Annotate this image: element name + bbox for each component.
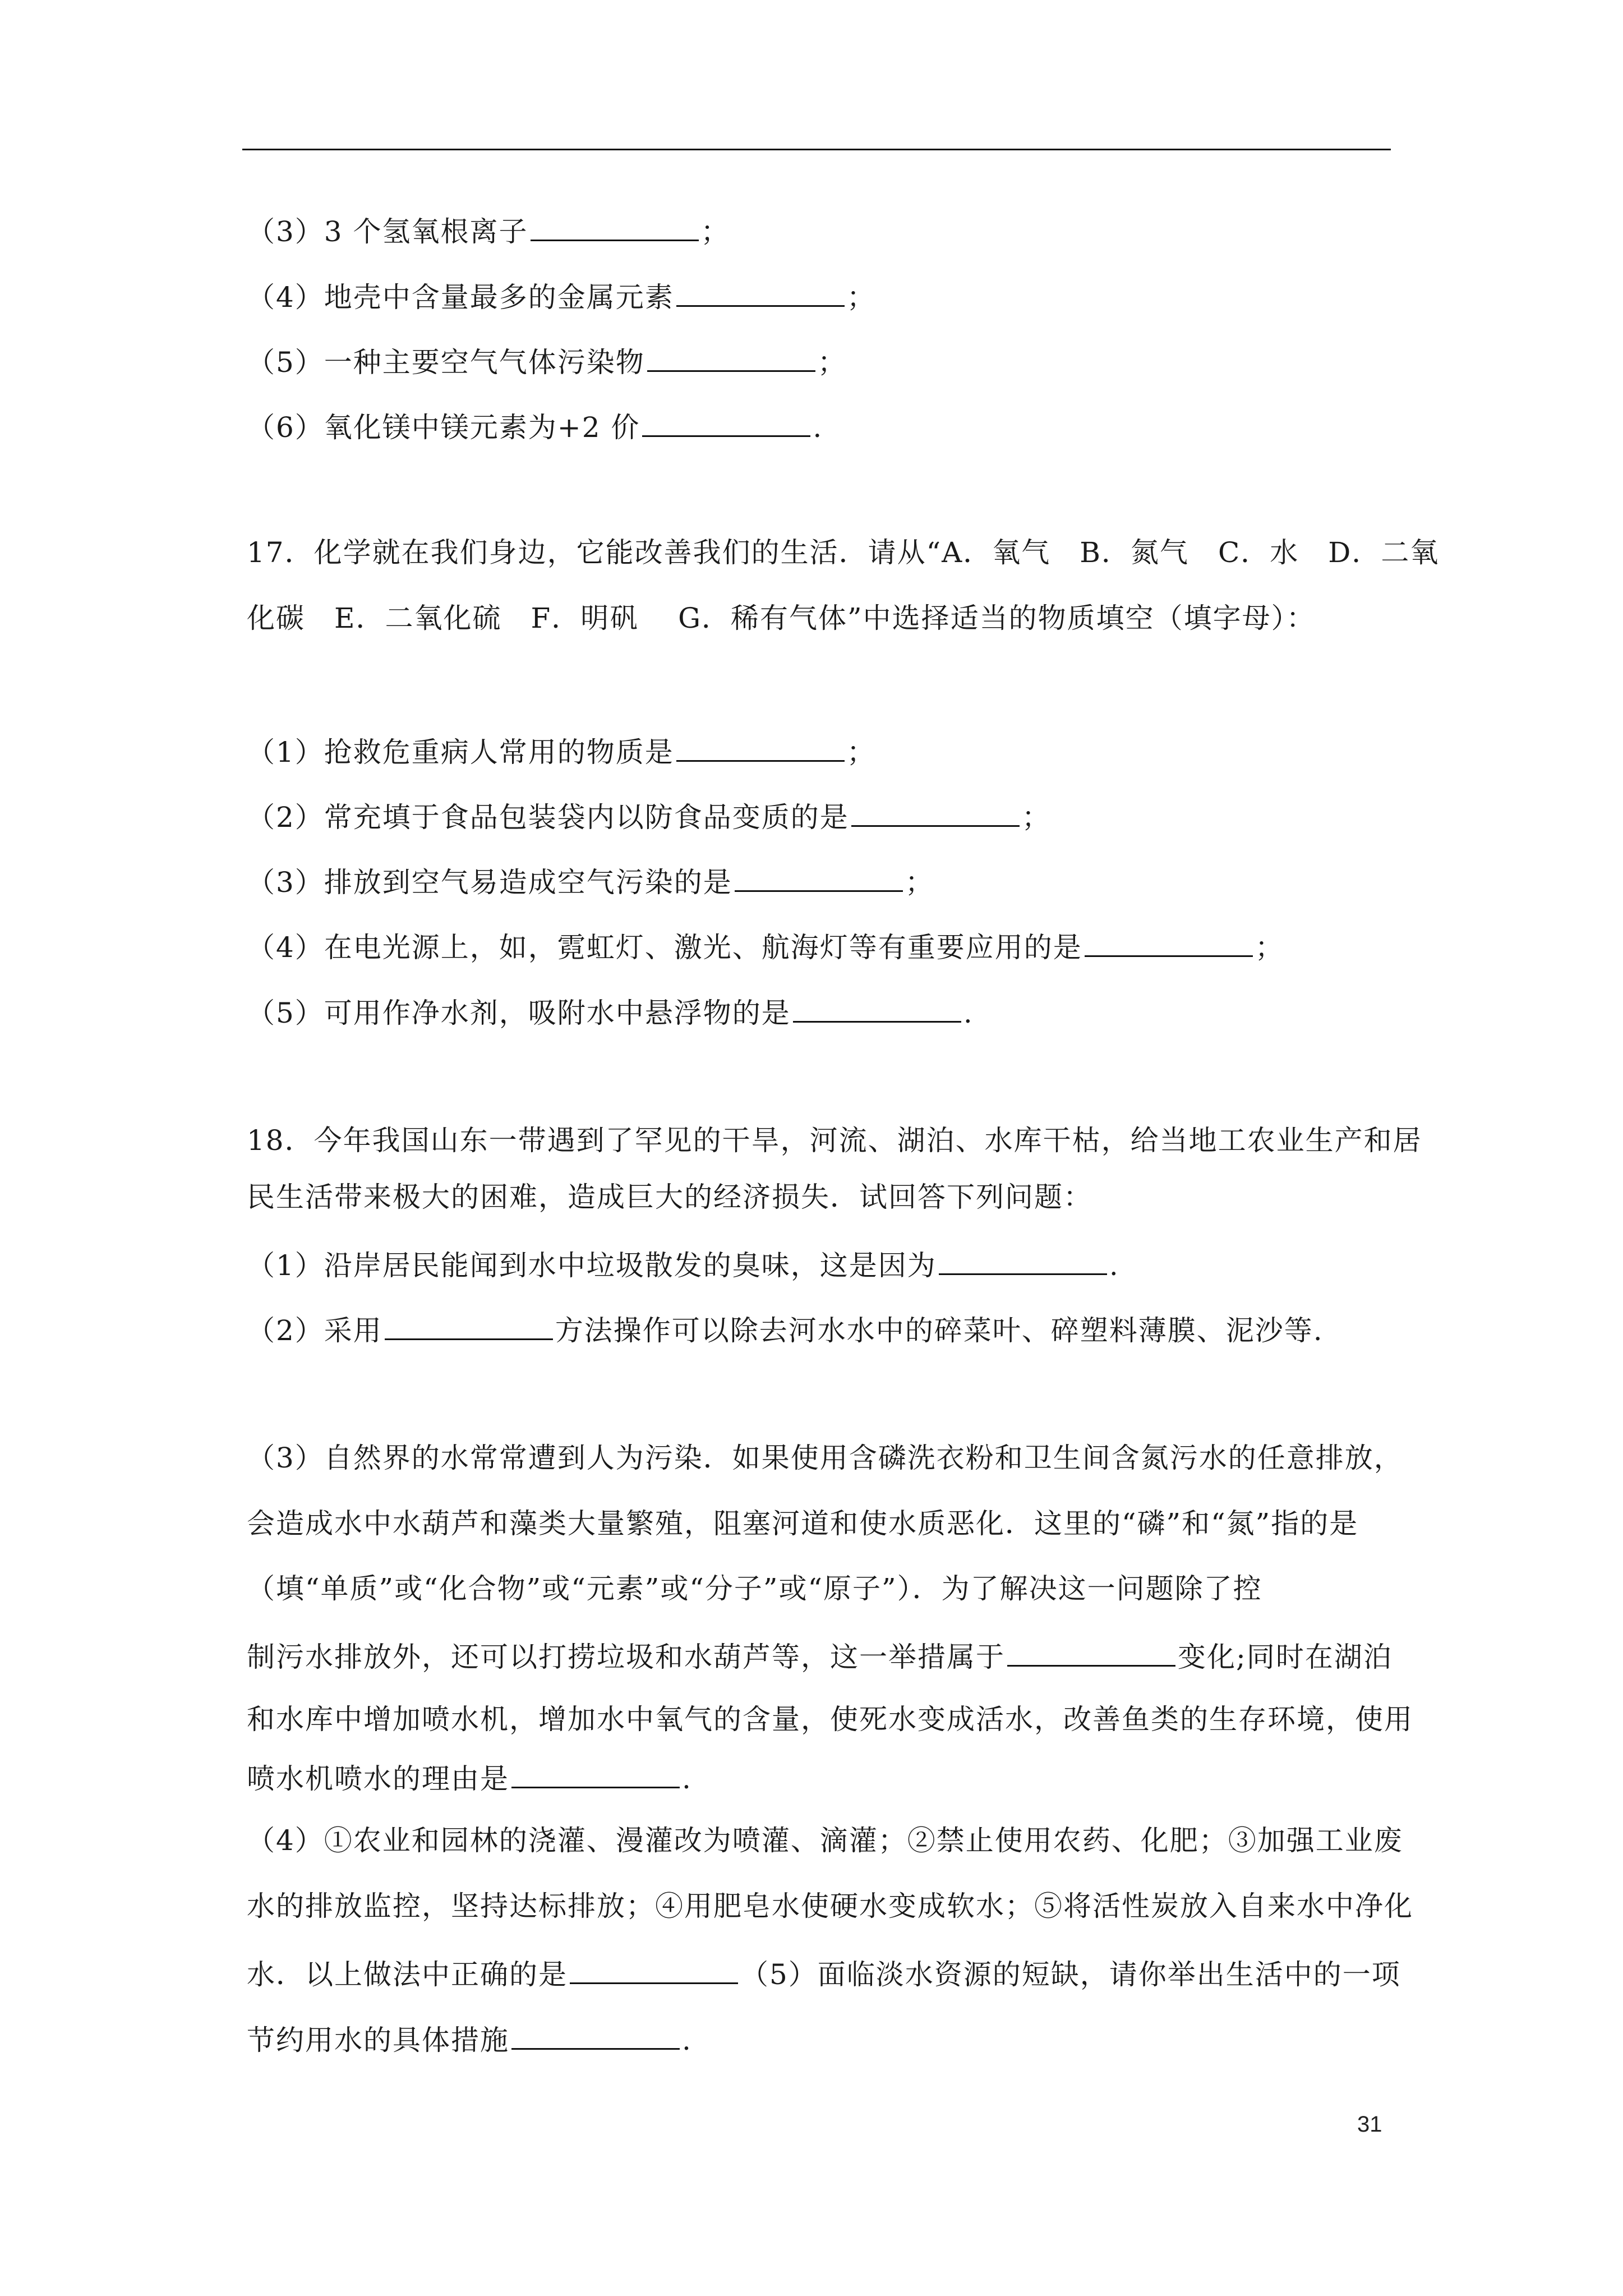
question-text-line: 和水库中增加喷水机，增加水中氧气的含量，使死水变成活水，改善鱼类的生存环境，使用 [247,1703,1413,1736]
answer-blank[interactable] [735,862,903,892]
question-18-stem: 18．今年我国山东一带遇到了罕见的干旱，河流、湖泊、水库干枯，给当地工农业生产和居 [247,1124,1422,1157]
question-text-line: （4）①农业和园林的浇灌、漫灌改为喷灌、滴灌；②禁止使用农药、化肥；③加强工业废 [247,1824,1403,1857]
answer-blank[interactable] [385,1310,553,1340]
question-text-line: （3）自然界的水常常遭到人为污染．如果使用含磷洗衣粉和卫生间含氮污水的任意排放， [247,1442,1403,1474]
question-line: （3）排放到空气易造成空气污染的是 ； [247,862,934,899]
answer-blank[interactable] [851,797,1020,827]
question-line: 节约用水的具体措施 . [247,2020,692,2057]
question-line: （5）一种主要空气气体污染物 ； [247,342,847,379]
question-line: （2）采用 方法操作可以除去河水水中的碎菜叶、碎塑料薄膜、泥沙等. [247,1310,1324,1347]
answer-blank[interactable] [676,277,845,307]
question-line: （2）常充填于食品包装袋内以防食品变质的是 ； [247,797,1051,834]
question-line: 制污水排放外，还可以打捞垃圾和水葫芦等，这一举措属于 变化;同时在湖泊 [247,1637,1393,1674]
question-line: 水．以上做法中正确的是 （5）面临淡水资源的短缺，请你举出生活中的一项 [247,1954,1401,1991]
answer-blank[interactable] [511,1759,680,1788]
question-text-line: 会造成水中水葫芦和藻类大量繁殖，阻塞河道和使水质恶化．这里的“磷”和“氮”指的是 [247,1507,1359,1540]
answer-blank[interactable] [531,211,699,241]
question-18-stem: 民生活带来极大的困难，造成巨大的经济损失．试回答下列问题： [247,1181,1092,1213]
answer-blank[interactable] [1007,1637,1175,1667]
question-line: （6）氧化镁中镁元素为+2 价 . [247,407,823,444]
question-17-stem: 17．化学就在我们身边，它能改善我们的生活．请从“A．氧气 B．氮气 C．水 D．二氧 [247,536,1440,569]
answer-blank[interactable] [642,407,810,437]
question-text-line: 水的排放监控，坚持达标排放；④用肥皂水使硬水变成软水；⑤将活性炭放入自来水中净化 [247,1890,1413,1922]
answer-blank[interactable] [511,2020,680,2050]
question-line: （4）地壳中含量最多的金属元素 ； [247,277,876,314]
answer-blank[interactable] [939,1245,1107,1275]
question-line: （4）在电光源上，如，霓虹灯、激光、航海灯等有重要应用的是 ； [247,927,1284,964]
question-17-stem: 化碳 E．二氧化硫 F．明矾 G．稀有气体”中选择适当的物质填空（填字母）： [247,602,1316,634]
question-line: 喷水机喷水的理由是 . [247,1759,692,1796]
question-line: （3）3 个氢氧根离子 ； [247,211,730,249]
question-line: （1）抢救危重病人常用的物质是 ； [247,732,876,769]
page-number: 31 [1357,2112,1382,2137]
answer-blank[interactable] [570,1954,738,1984]
answer-blank[interactable] [793,993,961,1023]
question-text-line: （填“单质”或“化合物”或“元素”或“分子”或“原子”）．为了解决这一问题除了控 [247,1572,1262,1605]
answer-blank[interactable] [647,342,815,372]
question-line: （5）可用作净水剂，吸附水中悬浮物的是 . [247,993,974,1030]
header-rule [242,149,1391,150]
question-line: （1）沿岸居民能闻到水中垃圾散发的臭味，这是因为 . [247,1245,1119,1282]
answer-blank[interactable] [676,732,845,762]
answer-blank[interactable] [1085,927,1253,957]
